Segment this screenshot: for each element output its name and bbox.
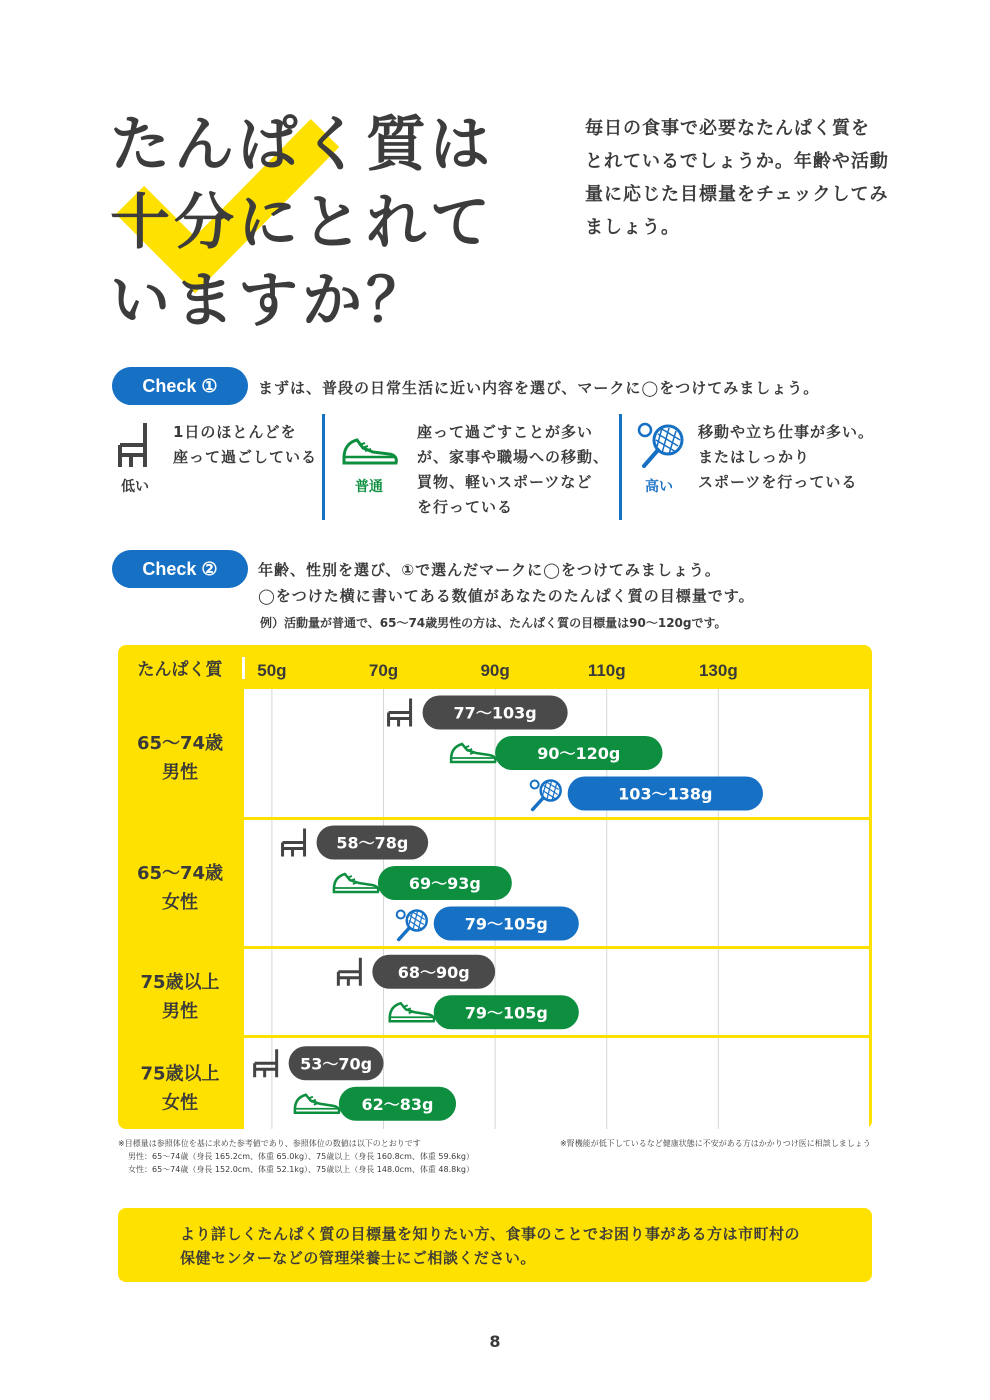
intro-line: ましょう。 (585, 217, 680, 238)
activity-level-high: 高い (645, 479, 673, 495)
x-tick-label: 70g (368, 661, 399, 680)
intro-line: 量に応じた目標量をチェックしてみ (585, 184, 889, 205)
title-line-2: 十分にとれて (110, 188, 494, 258)
activity-desc-line: を行っている (417, 498, 514, 516)
activity-divider (322, 414, 325, 520)
page-title (110, 105, 530, 335)
activity-desc-high (698, 420, 874, 495)
protein-chart (118, 645, 872, 1129)
intro-line: とれているでしょうか。年齢や活動 (585, 151, 889, 172)
tennis-racket-icon (636, 420, 688, 470)
range-bar-label: 79～105g (464, 914, 548, 934)
chart-note-right: ※腎機能が低下しているなど健康状態に不安がある方はかかりつけ医に相談しましょう (560, 1139, 871, 1148)
group-label-sex: 男性 (162, 1001, 198, 1022)
activity-desc-line: 移動や立ち仕事が多い。 (698, 423, 875, 441)
consult-line: より詳しくたんぱく質の目標量を知りたい方、食事のことでお困り事がある方は市町村の (180, 1225, 801, 1243)
check2-example: 例）活動量が普通で、65～74歳男性の方は、たんぱく質の目標量は90～120gです。 (260, 616, 727, 630)
title-line-3: いますか？ (110, 266, 430, 336)
group-label-age: 65～74歳 (136, 733, 224, 754)
note-line: ※目標量は参照体位を基に求めた参考値であり、参照体位の数値は以下のとおりです (118, 1139, 421, 1148)
activity-desc-line: が、家事や職場への移動、 (417, 448, 610, 466)
activity-level-normal: 普通 (355, 479, 383, 495)
intro-text (585, 112, 895, 244)
activity-desc-line: 座って過ごしている (173, 448, 318, 466)
activity-desc-low (173, 420, 317, 470)
x-tick-label: 130g (698, 661, 738, 680)
group-label-age: 75歳以上 (140, 1063, 220, 1085)
x-tick-label: 50g (257, 661, 287, 680)
group-label-sex: 女性 (162, 1092, 198, 1114)
title-line-1: たんぱく質は (110, 110, 494, 180)
range-bar-label: 103～138g (618, 784, 713, 804)
header-divider (242, 657, 245, 679)
chart-notes (118, 1137, 474, 1176)
x-tick-label: 90g (480, 661, 510, 680)
consult-text (180, 1222, 800, 1270)
activity-desc-line: 座って過ごすことが多い (417, 423, 594, 441)
activity-level-low: 低い (121, 479, 149, 495)
range-bar-label: 90～120g (537, 744, 621, 763)
page-number: 8 (489, 1332, 501, 1351)
range-bar-label: 53～70g (300, 1054, 373, 1074)
note-line: 女性：65～74歳（身長 152.0cm、体重 52.1kg）、75歳以上（身長 148.0cm、体重 48.8kg） (128, 1165, 474, 1174)
group-label-age: 75歳以上 (140, 972, 220, 993)
range-bar-label: 62～83g (361, 1094, 434, 1114)
activity-desc-line: またはしっかり (698, 448, 811, 466)
consult-line: 保健センターなどの管理栄養士にご相談ください。 (180, 1249, 536, 1267)
x-tick-label: 110g (587, 661, 626, 680)
range-bar-label: 69～93g (408, 874, 481, 893)
range-bar-label: 58～78g (336, 833, 409, 853)
group-label-sex: 男性 (162, 762, 198, 783)
activity-divider (619, 414, 622, 520)
group-label-age: 65～74歳 (136, 863, 224, 884)
range-bar-label: 77～103g (453, 703, 537, 723)
activity-desc-line: 1日のほとんどを (173, 423, 297, 441)
range-bar-label: 79～105g (464, 1003, 548, 1023)
chair-icon (117, 421, 157, 469)
activity-desc-normal (417, 420, 609, 520)
check2-badge: Check ② (112, 550, 248, 588)
note-line: 男性：65～74歳（身長 165.2cm、体重 65.0kg）、75歳以上（身長 160.8cm、体重 59.6kg） (128, 1152, 474, 1161)
intro-line: 毎日の食事で必要なたんぱく質を (585, 118, 870, 139)
activity-desc-line: スポーツを行っている (698, 473, 858, 491)
group-label-sex: 女性 (162, 892, 198, 913)
activity-desc-line: 買物、軽いスポーツなど (417, 473, 593, 491)
check2-instruction-2: ◯をつけた横に書いてある数値があなたのたんぱく質の目標量です。 (258, 587, 755, 605)
range-bar-label: 68～90g (397, 962, 470, 982)
check2-instruction-1: 年齢、性別を選び、①で選んだマークに◯をつけてみましょう。 (258, 561, 721, 579)
chart-header-label: たんぱく質 (137, 660, 223, 680)
check1-instruction: まずは、普段の日常生活に近い内容を選び、マークに◯をつけてみましょう。 (258, 379, 820, 397)
check1-badge: Check ① (112, 367, 248, 405)
sneaker-icon (341, 436, 399, 466)
